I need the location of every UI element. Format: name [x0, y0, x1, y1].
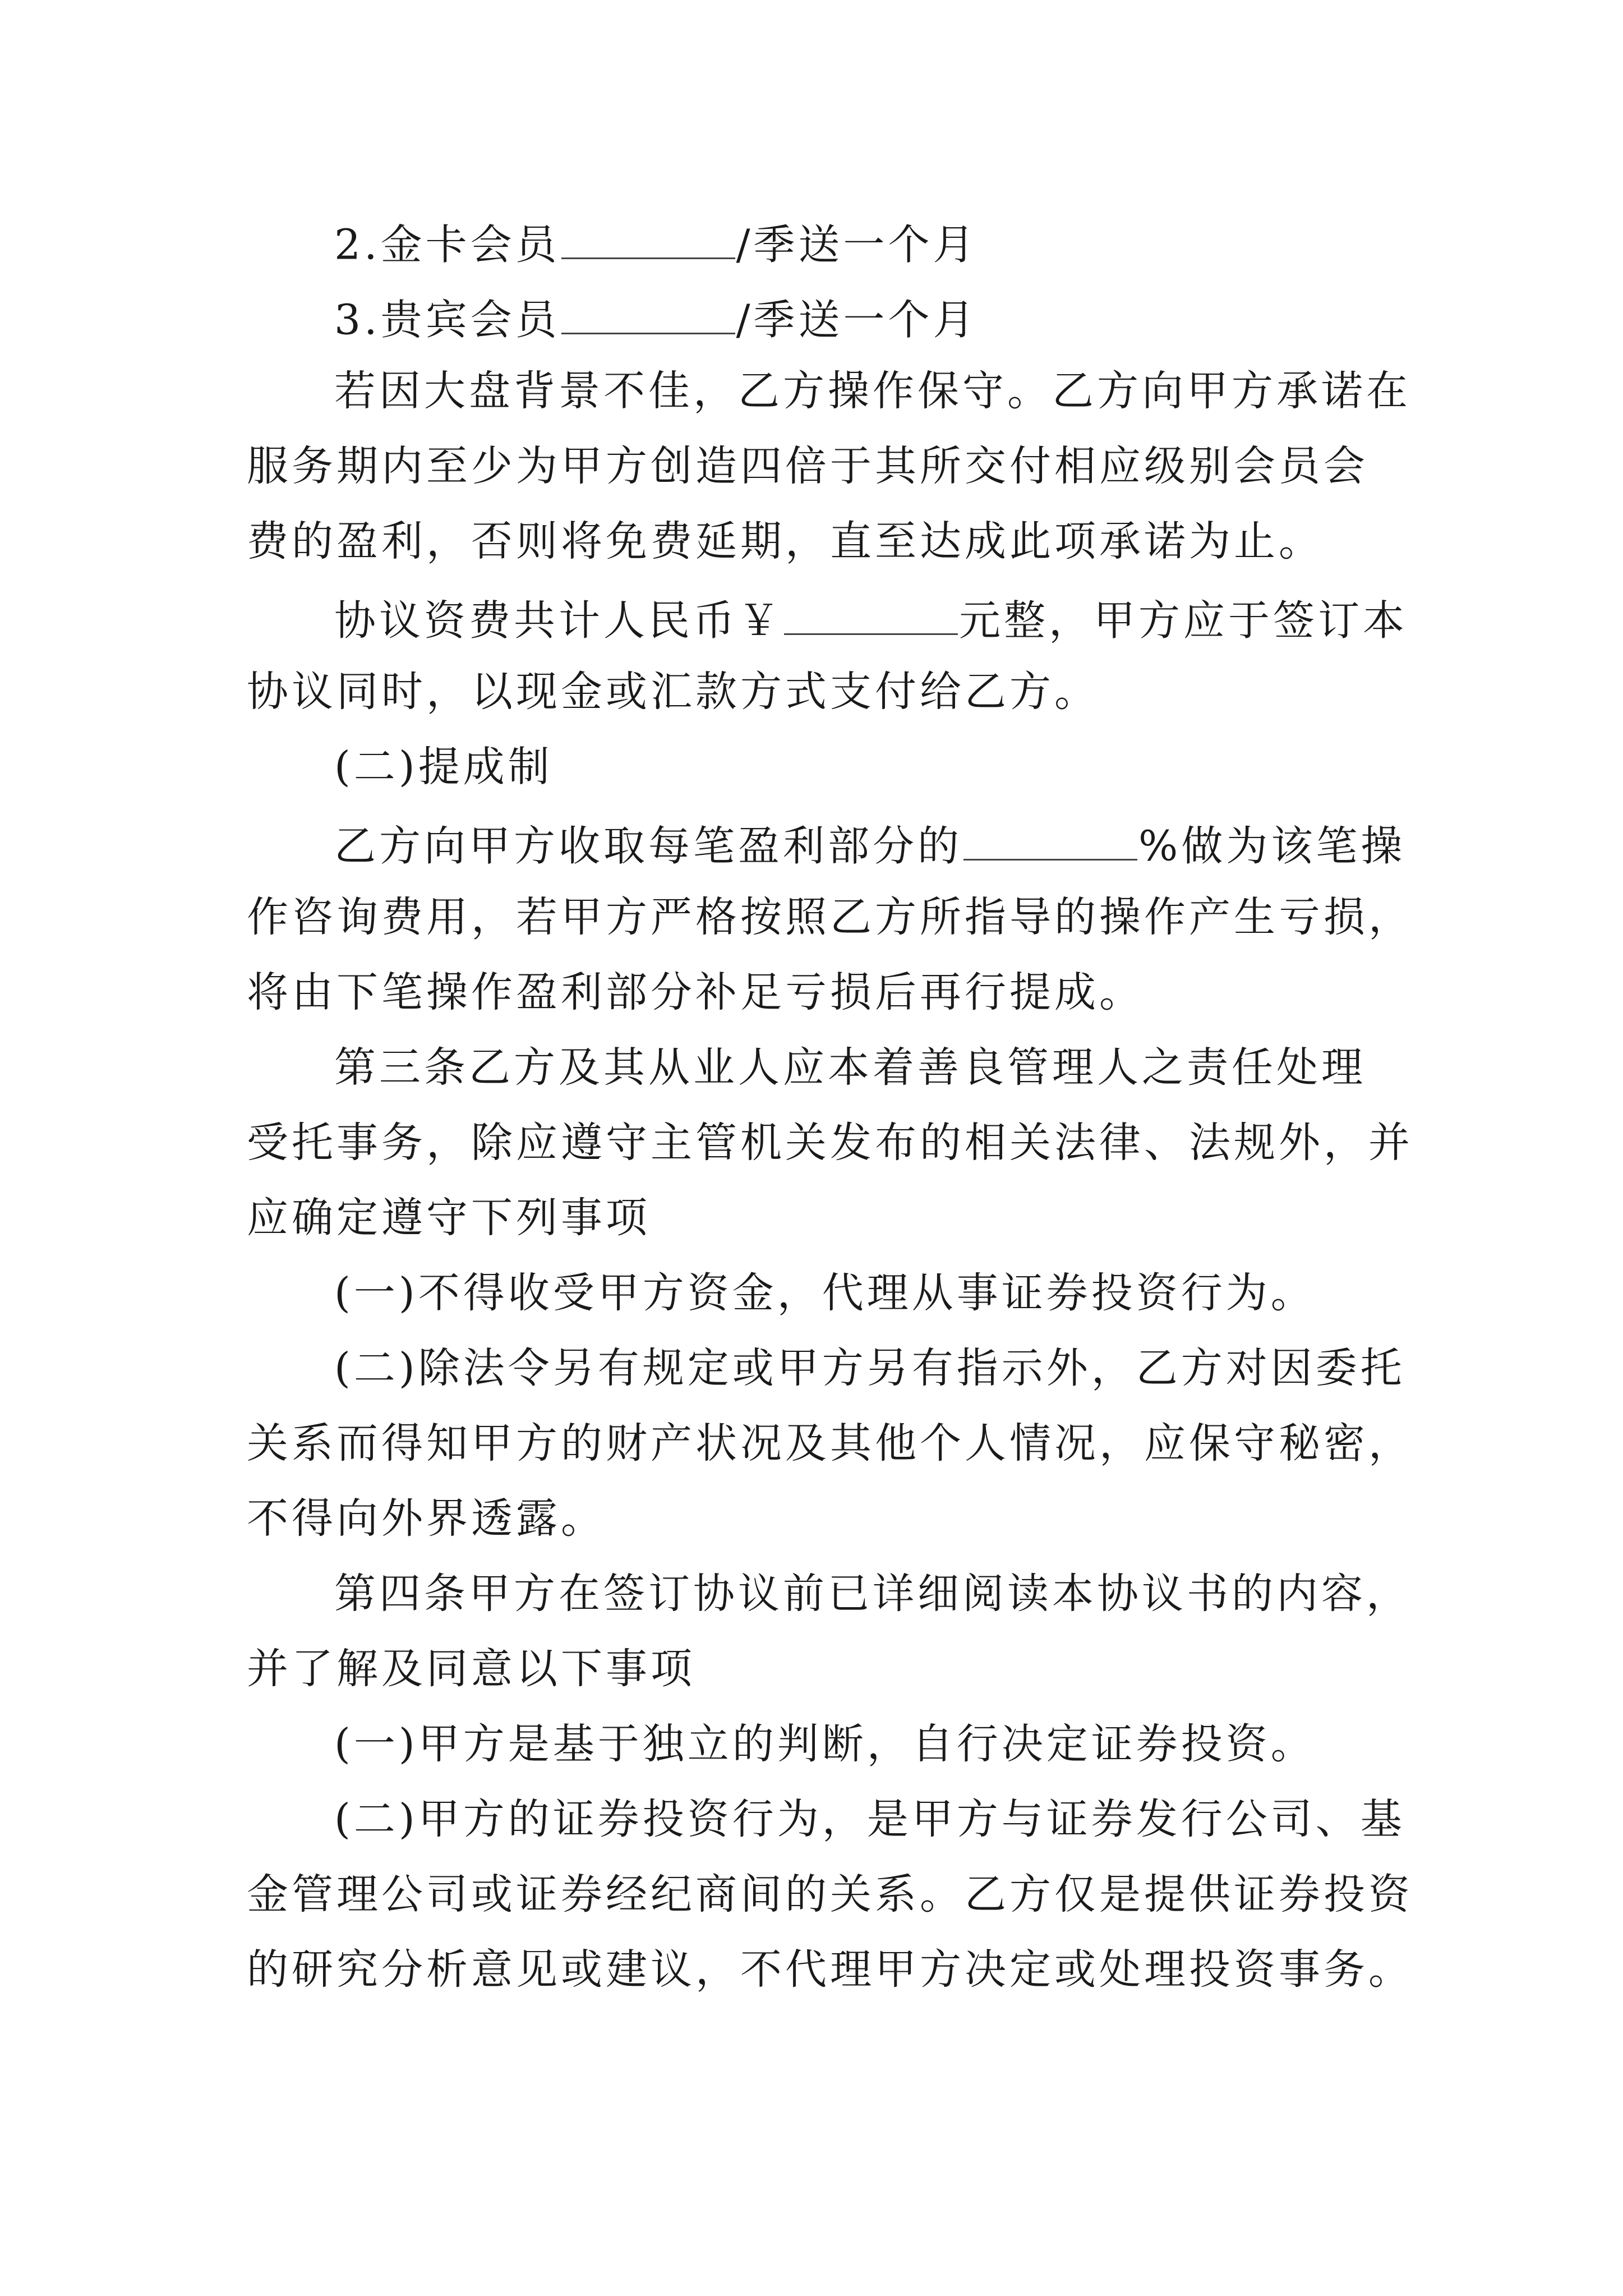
text-line: [334, 220, 978, 269]
fill-in-blank: [784, 596, 958, 635]
text-line: (二)甲方的证券投资行为，是甲方与证券发行公司、基: [334, 1795, 1405, 1843]
text-line: 费的盈利，否则将免费延期，直至达成此项承诺为止。: [247, 517, 1324, 565]
line-text: /季送一个月: [736, 296, 978, 344]
text-line: 服务期内至少为甲方创造四倍于其所交付相应级别会员会: [247, 442, 1368, 490]
text-line: 金管理公司或证券经纪商间的关系。乙方仅是提供证券投资: [247, 1870, 1413, 1918]
text-line: 受托事务，除应遵守主管机关发布的相关法律、法规外，并: [247, 1119, 1413, 1167]
line-text: 元整，甲方应于签订本: [959, 596, 1408, 645]
text-line: (一)不得收受甲方资金，代理从事证券投资行为。: [334, 1269, 1316, 1317]
line-text: %做为该笔操: [1138, 822, 1406, 871]
line-text: 协议资费共计人民币￥: [334, 596, 783, 645]
text-line: [334, 821, 1406, 871]
text-line: 第三条乙方及其从业人应本着善良管理人之责任处理: [334, 1043, 1366, 1092]
text-line: [334, 295, 978, 344]
text-line: [334, 596, 1408, 645]
line-text: 2.金卡会员: [334, 220, 560, 269]
fill-in-blank: [561, 295, 735, 334]
text-line: 并了解及同意以下事项: [247, 1645, 695, 1693]
fill-in-blank: [561, 220, 735, 259]
text-line: 不得向外界透露。: [247, 1494, 606, 1543]
text-line: 协议同时，以现金或汇款方式支付给乙方。: [247, 668, 1099, 716]
text-line: (一)甲方是基于独立的判断，自行决定证券投资。: [334, 1720, 1316, 1768]
text-line: (二)除法令另有规定或甲方另有指示外，乙方对因委托: [334, 1344, 1405, 1392]
text-line: 的研究分析意见或建议，不代理甲方决定或处理投资事务。: [247, 1945, 1413, 1994]
section-heading: (二)提成制: [334, 743, 553, 791]
line-text: 3.贵宾会员: [334, 296, 560, 344]
fill-in-blank: [963, 821, 1137, 861]
text-line: 第四条甲方在签订协议前已详细阅读本协议书的内容，: [334, 1570, 1411, 1618]
text-line: 关系而得知甲方的财产状况及其他个人情况，应保守秘密，: [247, 1419, 1413, 1467]
line-text: /季送一个月: [736, 220, 978, 269]
text-line: 作咨询费用，若甲方严格按照乙方所指导的操作产生亏损，: [247, 893, 1413, 941]
line-text: 乙方向甲方收取每笔盈利部分的: [334, 822, 962, 871]
text-line: 应确定遵守下列事项: [247, 1194, 651, 1242]
text-line: 若因大盘背景不佳，乙方操作保守。乙方向甲方承诺在: [334, 367, 1411, 415]
text-line: 将由下笔操作盈利部分补足亏损后再行提成。: [247, 968, 1144, 1016]
